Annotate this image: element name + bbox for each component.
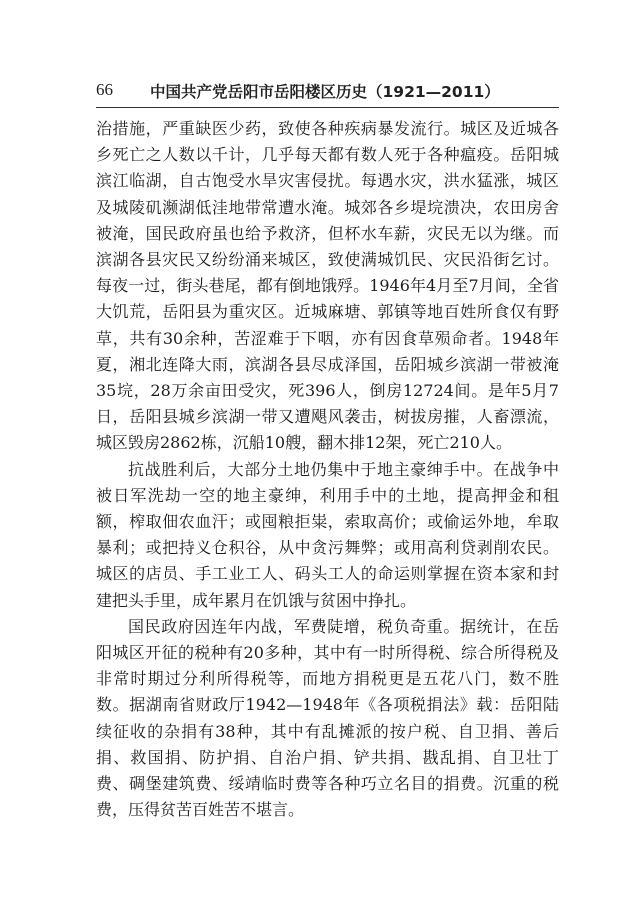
body-text (96, 116, 559, 823)
page-number: 66 (96, 80, 113, 99)
paragraph: 国民政府因连年内战，军费陡增，税负奇重。据统计，在岳阳城区开征的税种有20多种，其中有一时所得税、综合所得税及非常时期过分利所得税等，而地方捐税更是五花八门，数不胜数。据湖南省财政厅1942—1948年《各项税捐法》载：岳阳陆续征收的杂捐有38种，其中有乱摊派的按户税、自卫捐、善后捐、救国捐、防护捐、自治户捐、铲共捐、戡乱捐、自卫壮丁费、碉堡建筑费、绥靖临时费等各种巧立名目的捐费。沉重的税费，压得贫苦百姓苦不堪言。 (96, 616, 559, 820)
page-header (96, 78, 559, 108)
paragraph: 抗战胜利后，大部分土地仍集中于地主豪绅手中。在战争中被日军洗劫一空的地主豪绅，利用手中的土地，提高押金和租额，榨取佃农血汗；或囤粮拒粜，索取高价；或偷运外地，牟取暴利；或把持义仓积谷，从中贪污舞弊；或用高利贷剥削农民。城区的店员、手工业工人、码头工人的命运则掌握在资本家和封建把头手里，成年累月在饥饿与贫困中挣扎。 (96, 459, 559, 610)
header-rule (96, 107, 559, 108)
running-title: 中国共产党岳阳市岳阳楼区历史（1921—2011） (150, 83, 500, 101)
paragraph-continued: 治措施，严重缺医少药，致使各种疾病暴发流行。城区及近城各乡死亡之人数以千计，几乎每天都有数人死于各种瘟疫。岳阳城滨江临湖，自古饱受水旱灾害侵扰。每遇水灾，洪水猛涨，城区及城陵矶濒湖低洼地带常遭水淹。城郊各乡堤垸溃决，农田房舍被淹，国民政府虽也给予救济，但杯水车薪，灾民无以为继。而滨湖各县灾民又纷纷涌来城区，致使满城饥民、灾民沿街乞讨。每夜一过，街头巷尾，都有倒地饿殍。1946年4月至7月间，全省大饥荒，岳阳县为重灾区。近城麻塘、郭镇等地百姓所食仅有野草，共有30余种，苦涩难于下咽，亦有因食草殒命者。1948年夏，湘北连降大雨，滨湖各县尽成泽国，岳阳城乡滨湖一带被淹35垸，28万余亩田受灾，死396人，倒房12724间。是年5月7日，岳阳县城乡滨湖一带又遭飓风袭击，树拔房摧，人畜漂流，城区毁房2862栋，沉船10艘，翻木排12架，死亡210人。 (96, 119, 559, 453)
